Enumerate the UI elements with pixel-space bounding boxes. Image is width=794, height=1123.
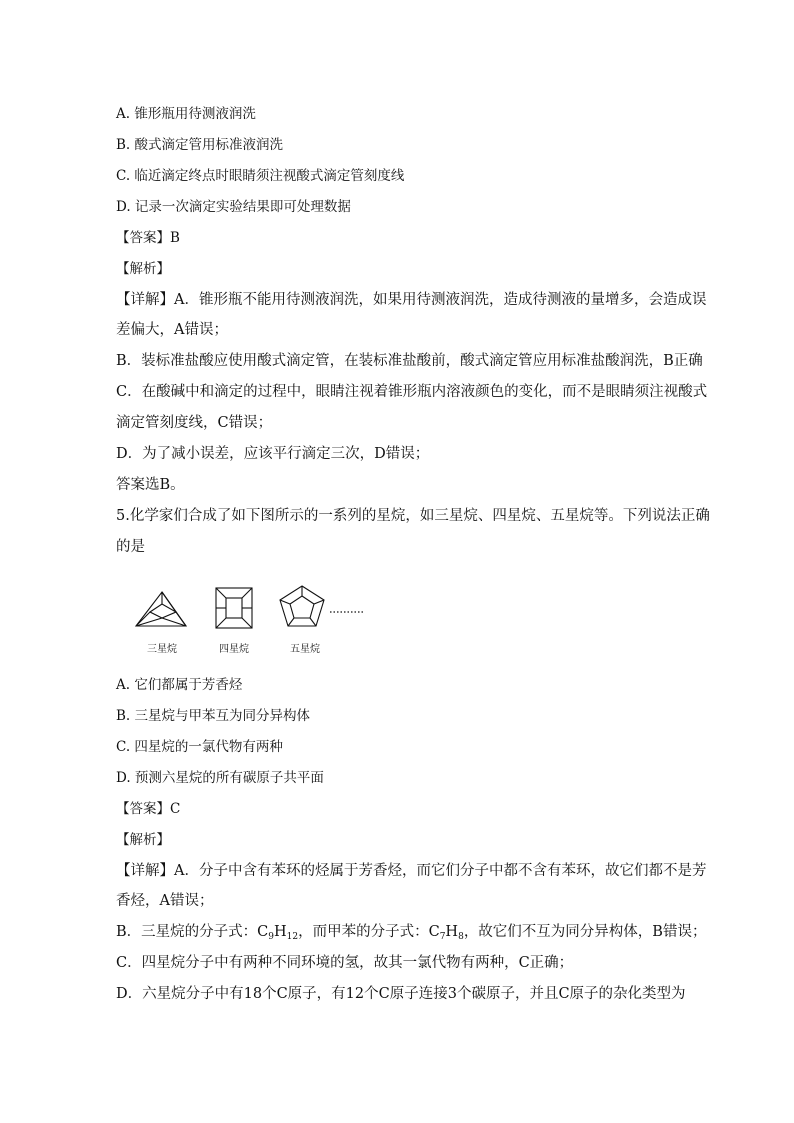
q5-detail-b-text-3: ，而甲苯的分子式：C	[298, 924, 440, 940]
q5-detail-b-sub-3: 7	[439, 932, 446, 942]
triasterane-structure	[136, 592, 186, 626]
q5-detail-b-text-2: H	[273, 924, 287, 940]
q5-detail-b-sub-2: 12	[286, 932, 299, 942]
tetrasterane-structure	[216, 588, 252, 628]
q5-detail-b-sub-1: 9	[268, 932, 274, 942]
q5-stem-line1: 5.化学家们合成了如下图所示的一系列的星烷，如三星烷、四星烷、五星烷等。下列说法正确	[116, 508, 710, 524]
triasterane-label: 三星烷	[147, 644, 177, 655]
q5-stem-line2: 的是	[116, 539, 145, 555]
q5-detail-b-text-4: H	[445, 924, 459, 940]
q4-option-c: C. 临近滴定终点时眼睛须注视酸式滴定管刻度线	[116, 168, 405, 184]
q4-option-b: B. 酸式滴定管用标准液润洗	[116, 137, 284, 153]
q5-analysis-title: 【解析】	[116, 832, 170, 848]
q5-detail-d: D．六星烷分子中有18个C原子，有12个C原子连接3个碳原子，并且C原子的杂化类型为	[116, 986, 686, 1002]
tetrasterane-label: 四星烷	[219, 644, 249, 655]
q5-option-a: A. 它们都属于芳香烃	[116, 677, 243, 693]
q4-detail-b: B．装标准盐酸应使用酸式滴定管，在装标准盐酸前，酸式滴定管应用标准盐酸润洗，B正确	[116, 353, 703, 369]
star-alkane-figure	[128, 582, 378, 660]
pentasterane-label: 五星烷	[290, 644, 320, 655]
q5-answer: 【答案】C	[116, 801, 181, 817]
q5-option-c: C. 四星烷的一氯代物有两种	[116, 739, 283, 755]
q5-detail-b-text-5: ，故它们不互为同分异构体，B错误；	[463, 924, 707, 940]
q5-detail-b-text-1: B．三星烷的分子式：C	[116, 924, 269, 940]
q5-detail-b	[116, 922, 706, 942]
q5-detail-c: C．四星烷分子中有两种不同环境的氢，故其一氯代物有两种，C正确；	[116, 955, 574, 971]
q4-detail-a-line2: 差偏大，A错误；	[116, 322, 228, 338]
q4-conclusion: 答案选B。	[116, 477, 185, 493]
q5-option-d: D. 预测六星烷的所有碳原子共平面	[116, 770, 324, 786]
q4-option-d: D. 记录一次滴定实验结果即可处理数据	[116, 199, 351, 215]
q4-option-a: A. 锥形瓶用待测液润洗	[116, 106, 256, 122]
q4-detail-c-line1: C．在酸碱中和滴定的过程中，眼睛注视着锥形瓶内溶液颜色的变化，而不是眼睛须注视酸式	[116, 384, 708, 400]
q5-detail-a-line1: 【详解】A．分子中含有苯环的烃属于芳香烃，而它们分子中都不含有苯环，故它们都不是芳	[116, 863, 707, 879]
q4-detail-d: D．为了减小误差，应该平行滴定三次，D错误；	[116, 446, 430, 462]
q5-detail-a-line2: 香烃，A错误；	[116, 893, 214, 909]
q4-analysis-title: 【解析】	[116, 261, 170, 277]
pentasterane-structure	[280, 586, 324, 626]
q5-detail-b-sub-4: 8	[458, 932, 464, 942]
q4-detail-c-line2: 滴定管刻度线，C错误；	[116, 415, 273, 431]
q4-detail-a-line1: 【详解】A．锥形瓶不能用待测液润洗，如果用待测液润洗，造成待测液的量增多，会造成误	[116, 292, 707, 308]
star-alkane-drawings	[128, 582, 378, 638]
q4-answer: 【答案】B	[116, 230, 180, 246]
q5-option-b: B. 三星烷与甲苯互为同分异构体	[116, 708, 311, 724]
